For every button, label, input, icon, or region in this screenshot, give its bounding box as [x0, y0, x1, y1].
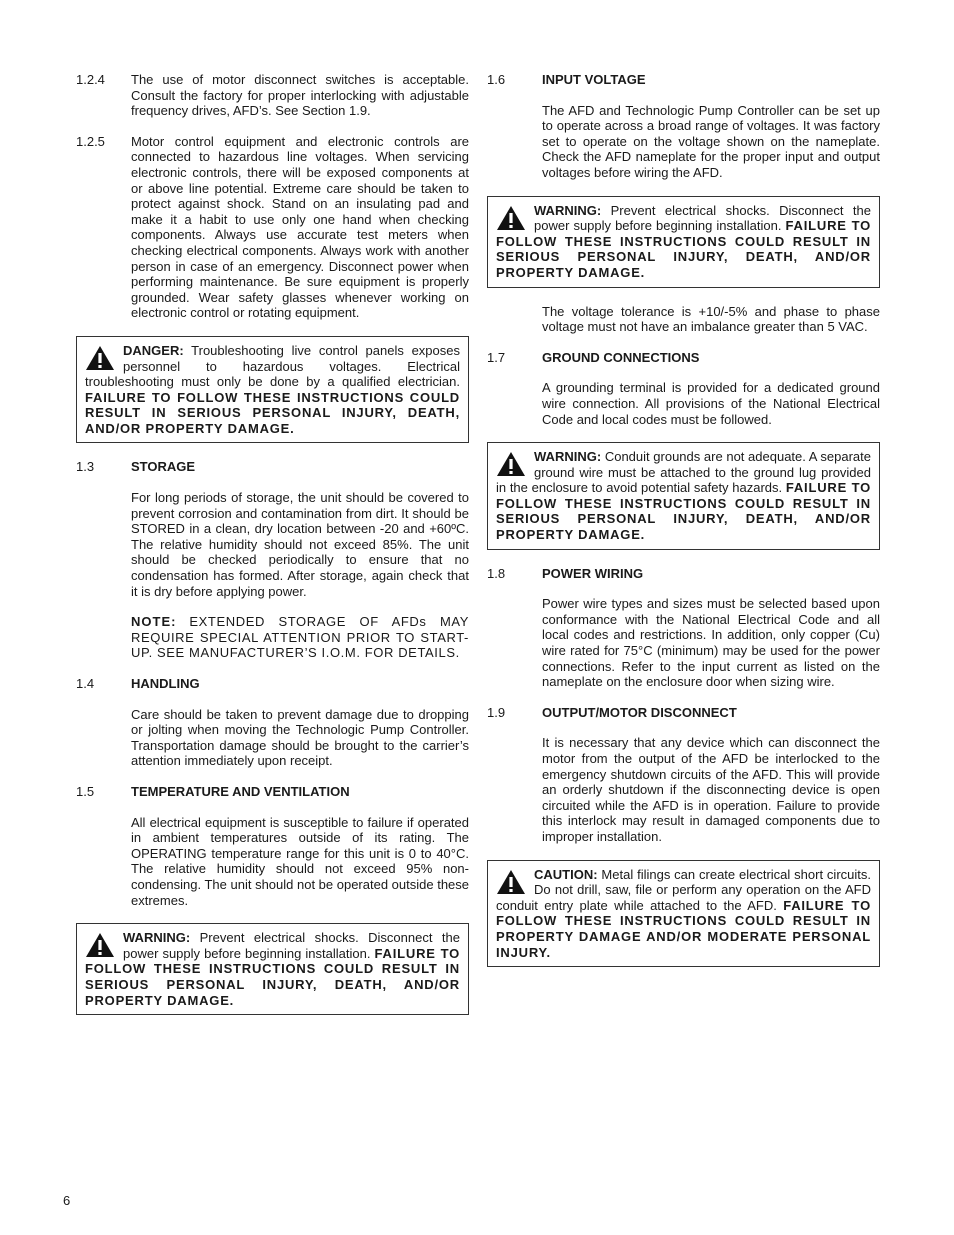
warning-box-ground: [487, 442, 880, 550]
input-voltage-text: The AFD and Technologic Pump Controller can be set up to operate across a broad range of voltages. It was factory set to operate on the voltage shown on the nameplate. Check the AFD nameplate for the proper input and output voltages before wiring the AFD.: [542, 102, 880, 180]
section-1-2-5: [76, 134, 469, 321]
section-1-6-heading: [487, 72, 880, 88]
section-number: 1.9: [487, 704, 506, 720]
note-text: EXTENDED STORAGE OF AFDs MAY REQUIRE SPECIAL ATTENTION PRIOR TO START-UP. SEE MANUFACTURER’S I.O.M. FOR DETAILS.: [131, 614, 469, 661]
warning-triangle-icon: [496, 451, 526, 477]
caution-box: [487, 860, 880, 968]
section-1-7-heading: [487, 350, 880, 366]
section-number: 1.2.5: [76, 133, 105, 149]
caution-label: CAUTION:: [534, 866, 598, 882]
warning-box-left: [76, 923, 469, 1015]
warning-triangle-icon: [85, 932, 115, 958]
section-number: 1.6: [487, 72, 506, 87]
section-title: OUTPUT/MOTOR DISCONNECT: [542, 704, 737, 720]
page-number: 6: [63, 1193, 71, 1208]
storage-note: [131, 614, 469, 661]
warning-triangle-icon: [496, 205, 526, 231]
warning-box-shock: [487, 196, 880, 288]
section-1-3-heading: [76, 459, 469, 475]
section-title: STORAGE: [131, 459, 196, 475]
section-1-8-heading: [487, 566, 880, 582]
section-title: GROUND CONNECTIONS: [542, 349, 700, 365]
section-text: The use of motor disconnect switches is acceptable. Consult the factory for proper interlocking with adjustable frequency drives, AFD’s. See Section 1.9.: [131, 72, 469, 119]
temperature-text: All electrical equipment is susceptible to failure if operated in ambient temperatures outside of its rating. The OPERATING temperature range for this unit is 0 to 40°C. The relative humidity should not exceed 95% non-condensing. The unit should not be operated outside these extremes.: [131, 814, 470, 908]
storage-text: For long periods of storage, the unit should be covered to prevent corrosion and contamination from dirt. It should be STORED in a clean, dry location between -20 and +60ºC. The relative humidity should not exceed 85%. The unit should be checked periodically to ensure that no condensation has formed. After storage, again check that it is dry before applying power.: [131, 490, 469, 599]
motor-disconnect-text: It is necessary that any device which can disconnect the motor from the output of the AFD be interlocked to the emergency shutdown circuits of the AFD. This will provide an orderly shutdown if the disconnecting device is open circuited while the AFD is in operation. Failure to provide this interlock may result in damaged components due to improper installation.: [542, 735, 880, 844]
section-title: TEMPERATURE AND VENTILATION: [131, 783, 350, 799]
caution-caps: FAILURE TO FOLLOW THESE INSTRUCTIONS COULD RESULT IN PROPERTY DAMAGE AND/OR MODERATE PERSONAL INJURY.: [496, 897, 871, 960]
warning-label: WARNING:: [534, 449, 602, 465]
danger-box: [76, 336, 469, 444]
warning-label: WARNING:: [534, 202, 602, 218]
warning-triangle-icon: [496, 869, 526, 895]
right-column: [487, 72, 880, 983]
warning-triangle-icon: [85, 345, 115, 371]
section-1-9-heading: [487, 705, 880, 721]
left-column: [76, 72, 469, 1031]
section-title: HANDLING: [131, 676, 200, 691]
warning-caps: FAILURE TO FOLLOW THESE INSTRUCTIONS COULD RESULT IN SERIOUS PERSONAL INJURY, DEATH, AND/OR PROPERTY DAMAGE.: [85, 945, 460, 1008]
section-number: 1.2.4: [76, 72, 105, 87]
voltage-tolerance-text: The voltage tolerance is +10/-5% and phase to phase voltage must not have an imbalance greater than 5 VAC.: [542, 303, 880, 335]
section-1-4-heading: [76, 676, 469, 692]
section-title: INPUT VOLTAGE: [542, 72, 646, 87]
warning-text: Prevent electrical shocks. Disconnect the power supply before beginning installation.: [534, 202, 871, 234]
section-number: 1.5: [76, 783, 95, 799]
section-1-2-4: [76, 72, 469, 119]
warning-caps: FAILURE TO FOLLOW THESE INSTRUCTIONS COULD RESULT IN SERIOUS PERSONAL INJURY, DEATH, AND/OR PROPERTY DAMAGE.: [496, 480, 871, 543]
section-number: 1.4: [76, 676, 95, 691]
caution-text: Metal filings can create electrical short circuits. Do not drill, saw, file or perform any operation on the AFD conduit entry plate while attached to the AFD.: [496, 866, 871, 913]
danger-caps: FAILURE TO FOLLOW THESE INSTRUCTIONS COULD RESULT IN SERIOUS PERSONAL INJURY, DEATH, AND/OR PROPERTY DAMAGE.: [85, 389, 460, 436]
section-number: 1.3: [76, 459, 95, 475]
section-title: POWER WIRING: [542, 565, 644, 581]
danger-text: Troubleshooting live control panels exposes personnel to hazardous voltages. Electrical troubleshooting must only be done by a qualified electrician.: [85, 342, 460, 390]
section-1-5-heading: [76, 784, 469, 800]
warning-text: Conduit grounds are not adequate. A separate ground wire must be attached to the ground lug provided in the enclosure to avoid potential safety hazards.: [496, 449, 871, 496]
ground-text: A grounding terminal is provided for a dedicated ground wire connection. All provisions of the National Electrical Code and local codes must be followed.: [542, 380, 880, 427]
section-number: 1.7: [487, 349, 506, 365]
danger-label: DANGER:: [123, 342, 184, 358]
section-number: 1.8: [487, 565, 506, 581]
handling-text: Care should be taken to prevent damage due to dropping or jolting when moving the Technologic Pump Controller. Transportation damage should be brought to the carrier’s attention immediately upon receipt.: [131, 706, 469, 769]
note-label: NOTE:: [131, 614, 177, 630]
warning-text: Prevent electrical shocks. Disconnect the power supply before beginning installation.: [123, 930, 460, 961]
section-text: Motor control equipment and electronic controls are connected to hazardous line voltages. When servicing electronic controls, there will be exposed components at or above line potential. Extreme care should be taken to protect against shock. Stand on an insulating pad and make it a habit to use only one hand when checking components. Always use accurate test meters when checking electrical components. Always work with another person in case of an emergency. Disconnect power when performing maintenance. Be sure equipment is properly grounded. Wear safety glasses whenever working on electronic control or rotating equipment.: [131, 133, 469, 321]
warning-label: WARNING:: [123, 930, 191, 946]
power-wiring-text: Power wire types and sizes must be selected based upon conformance with the National Electrical Code and all local codes and restrictions. In addition, only copper (Cu) wire rated for 75°C (minimum) may be used for the power connections. Refer to the input current as listed on the nameplate on the enclosure door when sizing wire.: [542, 596, 880, 690]
warning-caps: FAILURE TO FOLLOW THESE INSTRUCTIONS COULD RESULT IN SERIOUS PERSONAL INJURY, DEATH, AND/OR PROPERTY DAMAGE.: [496, 218, 871, 280]
